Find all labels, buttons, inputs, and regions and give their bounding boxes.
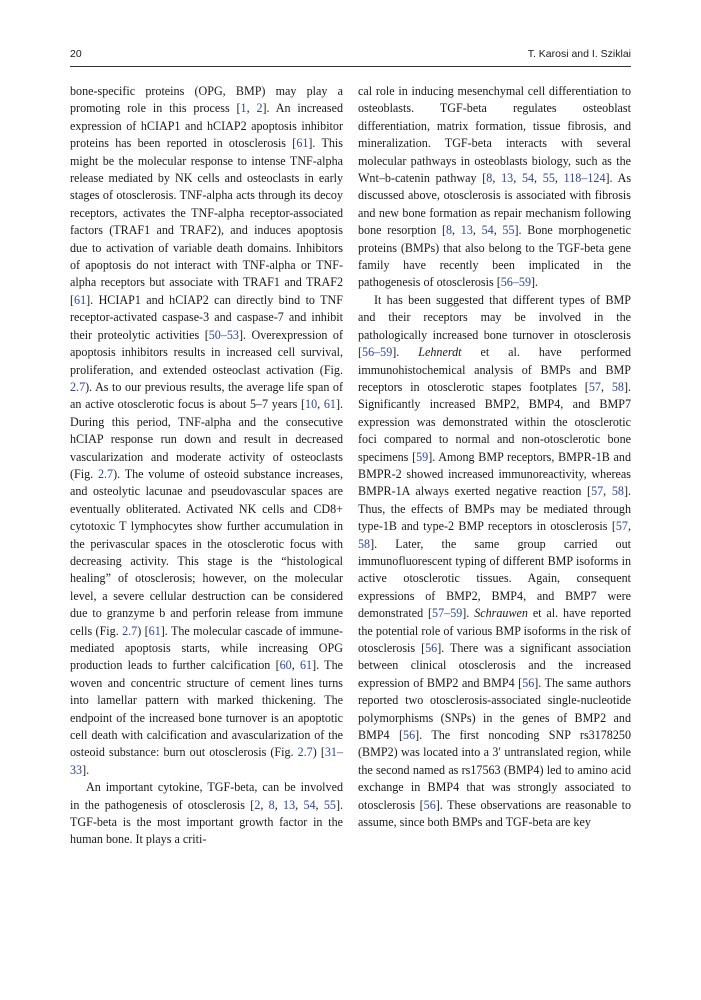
body-paragraph (358, 292, 631, 832)
text-run: ]. As discussed above, otosclerosis is associated with fibrosis and new bone formation as repair mechanism following bone resorption [ (358, 171, 632, 238)
citation-link[interactable]: 2.7 (97, 466, 114, 481)
text-run: ]. The molecular cascade of immune-mediated apoptosis starts, while increasing OPG production leads to further calcification [ (70, 623, 343, 673)
citation-link[interactable]: 59 (416, 449, 429, 464)
citation-link[interactable]: 58 (611, 484, 624, 499)
text-run: , (472, 223, 482, 238)
citation-link[interactable]: 54 (521, 171, 535, 186)
text-run: ]. TGF-beta is the most important growth factor in the human bone. It plays a criti- (70, 797, 343, 847)
citation-link[interactable]: 61 (323, 397, 336, 412)
text-run: , (603, 484, 612, 499)
text-run: ). The volume of osteoid substance increases, and osteolytic lacunae and pseudovascular spaces are eventually obliterated. Activated NK cells and CD8+ cytotoxic T lymphocytes show further accumulation in the perivascular spaces in the otosclerotic focus with decreasing activity. This stage is the “histological healing” of otosclerosis; however, on the molecular level, a severe cellular destruction can be considered due to granzyme b and perforin release from immune cells (Fig. (70, 466, 343, 638)
citation-link[interactable]: 57 (588, 379, 601, 394)
citation-link[interactable]: 13 (501, 171, 514, 186)
text-run: ]. Significantly increased BMP2, BMP4, and BMP7 expression was demonstrated within the otosclerotic foci compared to normal and non-otosclerotic bone specimens [ (358, 379, 631, 464)
citation-link[interactable]: 58 (611, 379, 624, 394)
body-paragraph (358, 83, 631, 292)
text-run: , (492, 171, 502, 186)
text-run: It has been suggested that different types of BMP and their receptors may be involved in the pathologically increased bone turnover in otosclerosis [ (358, 292, 631, 360)
text-run: ) [ (312, 745, 325, 760)
citation-link[interactable]: 8 (486, 171, 493, 186)
citation-link[interactable]: 54 (481, 223, 494, 238)
text-run: ]. An increased expression of hCIAP1 and hCIAP2 apoptosis inhibitor proteins has been reported in otosclerosis [ (70, 101, 343, 151)
text-run: ]. (392, 345, 419, 360)
text-run: , (493, 223, 503, 238)
text-run: , (513, 171, 522, 186)
text-run: ]. Thus, the effects of BMPs may be mediated through type-1B and type-2 BMP receptors in otosclerosis [ (358, 484, 631, 534)
citation-link[interactable]: 55 (502, 223, 515, 238)
citation-link[interactable]: 56 (423, 797, 436, 812)
page-header (70, 48, 631, 64)
citation-link[interactable]: 61 (300, 658, 313, 673)
text-run: , (315, 797, 324, 812)
citation-link[interactable]: 2.7 (122, 623, 138, 638)
text-run: et al. have reported the potential role of various BMP isoforms in the risk of otosclerosis [ (358, 606, 632, 655)
body-paragraph (70, 779, 343, 849)
text-run: ]. The woven and concentric structure of cement lines turns into lamellar pattern with marked thickening. The endpoint of the increased bone turnover is an apoptotic cell death with calcification and avascularization of the osteoid substance: burn out otosclerosis (Fig. (70, 658, 343, 760)
running-head-authors: T. Karosi and I. Sziklai (527, 48, 631, 60)
text-run: , (246, 101, 257, 116)
citation-link[interactable]: 56–59 (500, 275, 531, 290)
text-run: , (554, 171, 564, 186)
text-run: , (534, 171, 543, 186)
citation-link[interactable]: 8 (445, 223, 453, 238)
text-run: An important cytokine, TGF-beta, can be involved in the pathogenesis of otosclerosis [ (70, 780, 343, 812)
citation-link[interactable]: 61 (74, 292, 87, 307)
text-run: ]. Later, the same group carried out immunofluorescent typing of different BMP isoforms in active otosclerotic tissues. Again, consequent expressions of BMP2, BMP4, and BMP7 were demonstrated [ (358, 536, 631, 621)
text-run: , (291, 658, 300, 673)
citation-link[interactable]: 1 (240, 101, 247, 116)
citation-link[interactable]: 57 (615, 519, 628, 534)
text-run: ]. There was a significant association between clinical otosclerosis and the increased expression of BMP2 and BMP4 [ (358, 641, 631, 690)
text-run: cal role in inducing mesenchymal cell differentiation to osteoblasts. TGF-beta regulates osteoblast differentiation, matrix formation, tissue fibrosis, and mineralization. TGF-beta interacts with several molecular pathways in osteoblasts biology, such as the Wnt–b-catenin pathway [ (358, 84, 631, 186)
text-run: ]. (82, 762, 90, 777)
citation-link[interactable]: 50–53 (208, 327, 239, 342)
citation-link[interactable]: 13 (283, 797, 296, 812)
text-run: ). As to our previous results, the average life span of an active otosclerotic focus is about 5–7 years [ (70, 379, 343, 412)
citation-link[interactable]: 118–124 (563, 171, 606, 186)
text-run: , (627, 519, 631, 534)
citation-link[interactable]: 2 (256, 101, 263, 116)
text-run: ]. Bone morphogenetic proteins (BMPs) that also belong to the TGF-beta gene family have recently been implicated in the pathogenesis of otosclerosis [ (358, 223, 632, 290)
citation-link[interactable]: 58 (358, 536, 371, 551)
left-column (70, 83, 343, 849)
text-run: ]. HCIAP1 and hCIAP2 can directly bind to TNF receptor-activated caspase-3 and caspase-7 and inhibit their proteolytic activities [ (70, 292, 343, 342)
text-run: bone-specific proteins (OPG, BMP) may play a promoting role in this process [ (70, 84, 343, 116)
citation-link[interactable]: 2 (254, 797, 261, 812)
author-name: Schrauwen (474, 606, 528, 621)
author-name: Lehnerdt (418, 345, 462, 360)
citation-link[interactable]: 55 (323, 797, 336, 812)
body-paragraph (70, 83, 343, 779)
citation-link[interactable]: 8 (268, 797, 275, 812)
text-run: ]. Overexpression of apoptosis inhibitors results in increased cell survival, proliferation, and extended osteoclast activation (Fig. (70, 327, 343, 377)
citation-link[interactable]: 56–59 (362, 345, 393, 360)
text-run: , (452, 223, 461, 238)
text-run: ]. (462, 606, 475, 621)
text-run: , (274, 797, 284, 812)
citation-link[interactable]: 55 (542, 171, 555, 186)
text-run: ]. This might be the molecular response to intense TNF-alpha release mediated by NK cells and osteoclasts in early stages of otosclerosis. TNF-alpha acts through its decoy receptors, activates the TNF-alpha receptor-associated factors (TRAF1 and TRAF2), and induces apoptosis due to activation of variable death domains. Inhibitors of apoptosis do not interact with TNF-alpha or TNF-alpha receptors but associate with TRAF1 and TRAF2 [ (70, 136, 343, 307)
text-run: , (600, 379, 612, 394)
text-run: ]. Among BMP receptors, BMPR-1B and BMPR-2 showed increased immunoreactivity, whereas BMPR-1A always exerted negative reaction [ (358, 449, 631, 499)
text-run: ]. The first noncoding SNP rs3178250 (BMP2) was located into a 3′ untranslated region, while the second named as rs17563 (BMP4) led to amino acid exchange in BMP4 that was strongly associated to otosclerosis [ (358, 728, 631, 812)
text-run: ]. These observations are reasonable to assume, since both BMPs and TGF-beta are key (358, 797, 631, 830)
citation-link[interactable]: 54 (303, 797, 316, 812)
citation-link[interactable]: 2.7 (297, 745, 313, 760)
text-run: ]. (530, 275, 539, 290)
text-run: ]. During this period, TNF-alpha and the consecutive hCIAP response run down and result in decreased vascularization and moderate activity of osteoclasts (Fig. (70, 397, 343, 481)
citation-link[interactable]: 61 (296, 136, 309, 151)
citation-link[interactable]: 57–59 (432, 606, 463, 621)
page-number: 20 (70, 48, 82, 60)
citation-link[interactable]: 61 (148, 623, 161, 638)
text-run: ) [ (137, 623, 149, 638)
citation-link[interactable]: 56 (425, 641, 438, 655)
text-run: ]. The same authors reported two otosclerosis-associated single-nucleotide polymorphisms (SNPs) in the genes of BMP2 and BMP4 [ (358, 675, 631, 743)
citation-link[interactable]: 56 (522, 675, 535, 690)
citation-link[interactable]: 2.7 (70, 379, 86, 394)
text-run: , (295, 797, 304, 812)
citation-link[interactable]: 56 (403, 728, 416, 743)
citation-link[interactable]: 10 (305, 397, 318, 412)
citation-link[interactable]: 13 (460, 223, 473, 238)
right-column (358, 83, 631, 831)
text-run: et al. have performed immunohistochemical analysis of BMPs and BMP receptors in otosclerotic stapes footplates [ (358, 345, 631, 394)
text-run: , (317, 397, 324, 412)
header-rule (70, 66, 631, 67)
citation-link[interactable]: 60 (279, 658, 292, 673)
citation-link[interactable]: 31–33 (70, 745, 343, 777)
citation-link[interactable]: 57 (591, 484, 604, 499)
text-run: , (260, 797, 269, 812)
